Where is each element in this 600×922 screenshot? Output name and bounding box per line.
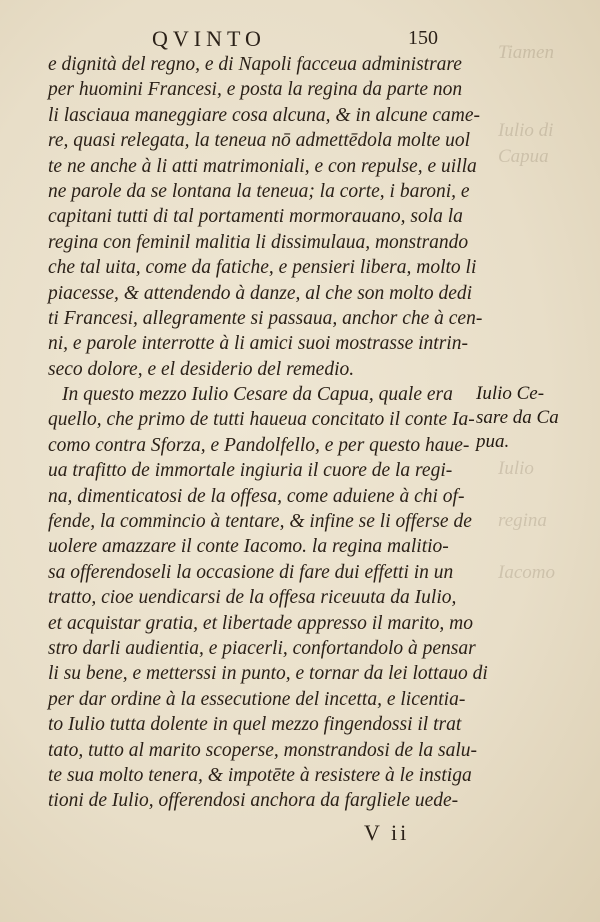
- text-line: stro darli audientia, e piacerli, confortandolo à pensar: [48, 637, 476, 659]
- text-line: ti Francesi, allegramente si passaua, anchor che à cen-: [48, 307, 483, 329]
- text-line: ni, e parole interrotte à li amici suoi mostrasse intrin-: [48, 333, 468, 355]
- bleed-through-line: [480, 300, 600, 326]
- paragraph-start-line: In questo mezzo Iulio Cesare da Capua, quale era: [62, 384, 453, 406]
- bleed-through-line: [480, 196, 600, 222]
- bleed-through-line: regina: [498, 510, 547, 531]
- text-line: te sua molto tenera, & impotēte à resistere à le instiga: [48, 764, 472, 786]
- bleed-through-line: Iulio di: [498, 120, 554, 141]
- bleed-through-line: [480, 92, 600, 118]
- body-text: [48, 52, 488, 814]
- bleed-through-line: Capua: [498, 146, 549, 167]
- page-number: 150: [408, 27, 438, 49]
- bleed-through-line: [480, 482, 600, 508]
- text-line: tioni de Iulio, offerendosi anchora da fargliele uede-: [48, 790, 459, 812]
- bleed-through-line: [480, 66, 600, 92]
- text-line: li su bene, e metterssi in punto, e tornar da lei lottauo di: [48, 663, 488, 685]
- signature-mark: V ii: [364, 820, 410, 845]
- bleed-through-line: Iulio: [498, 458, 534, 479]
- text-line: como contra Sforza, e Pandolfello, e per questo haue-: [48, 434, 470, 456]
- bleed-through-line: [480, 326, 600, 352]
- text-line: na, dimenticatosi de la offesa, come aduiene à chi of-: [48, 485, 465, 507]
- running-head-title: QVINTO: [152, 26, 266, 51]
- bleed-through-line: [480, 274, 600, 300]
- text-line: per dar ordine à la essecutione del incetta, e licentia-: [48, 688, 466, 710]
- bleed-through-text: [480, 40, 600, 600]
- bleed-through-line: [480, 170, 600, 196]
- text-line: seco dolore, e el desiderio del remedio.: [48, 358, 355, 380]
- text-line: li lasciaua maneggiare cosa alcuna, & in alcune came-: [48, 104, 480, 126]
- text-line: uolere amazzare il conte Iacomo. la regina malitio-: [48, 536, 449, 558]
- bleed-through-line: Iacomo: [498, 562, 555, 583]
- margin-note-line: sare da Ca: [476, 407, 559, 428]
- text-line: piacesse, & attendendo à danze, al che son molto dedi: [48, 282, 473, 304]
- text-line: e dignità del regno, e di Napoli facceua administrare: [48, 54, 462, 75]
- margin-note-line: Iulio Ce-: [476, 383, 545, 404]
- bleed-through-line: Tiamen: [498, 42, 554, 63]
- bleed-through-line: [480, 222, 600, 248]
- text-line: quello, che primo de tutti haueua concitato il conte Ia-: [48, 409, 475, 431]
- text-line: regina con feminil malitia li dissimulaua, monstrando: [48, 231, 469, 253]
- text-line: ua trafitto de immortale ingiuria il cuore de la regi-: [48, 460, 453, 482]
- text-line: re, quasi relegata, la teneua nō admettēdola molte uol: [48, 130, 471, 152]
- text-line: che tal uita, come da fatiche, e pensieri libera, molto li: [48, 257, 477, 279]
- text-line: tratto, cioe uendicarsi de la offesa riceuuta da Iulio,: [48, 587, 457, 609]
- text-line: per huomini Francesi, e posta la regina da parte non: [48, 79, 463, 101]
- text-line: capitani tutti di tal portamenti mormorauano, sola la: [48, 206, 463, 228]
- text-line: sa offerendoseli la occasione di fare dui effetti in un: [48, 561, 454, 583]
- bleed-through-line: [480, 534, 600, 560]
- bleed-through-line: [480, 248, 600, 274]
- text-line: et acquistar gratia, et libertade appresso il marito, mo: [48, 612, 474, 634]
- text-line: te ne anche à li atti matrimoniali, e con repulse, e uilla: [48, 155, 477, 177]
- margin-note-line: pua.: [476, 431, 510, 452]
- text-line: fende, la commincio à tentare, & infine se li offerse de: [48, 511, 472, 533]
- margin-note: [476, 382, 586, 454]
- text-line: ne parole da se lontana la teneua; la corte, i baroni, e: [48, 180, 470, 202]
- bleed-through-line: [480, 352, 600, 378]
- text-line: to Iulio tutta dolente in quel mezzo fingendossi il trat: [48, 714, 462, 736]
- text-line: tato, tutto al marito scoperse, monstrandosi de la salu-: [48, 739, 477, 761]
